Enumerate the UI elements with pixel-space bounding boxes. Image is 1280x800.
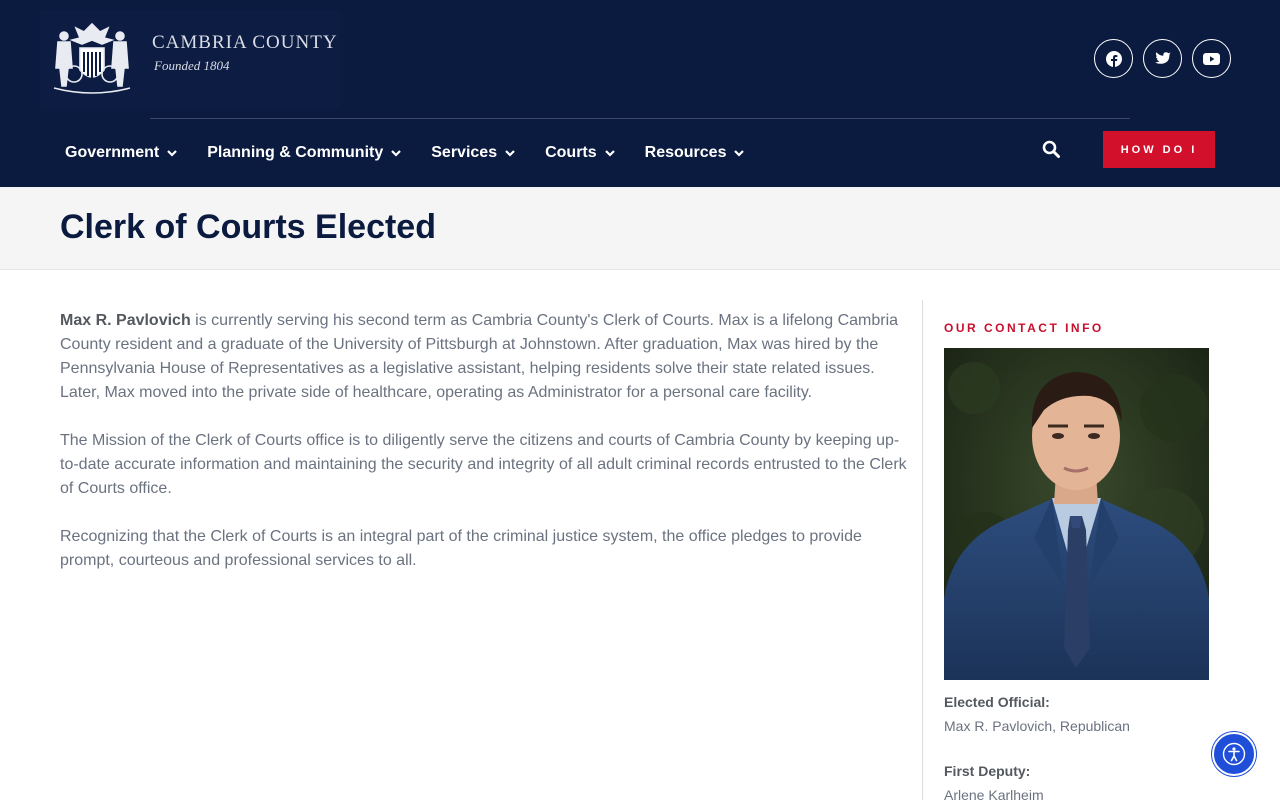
elected-official-value: Max R. Pavlovich, Republican — [944, 718, 1130, 734]
chevron-down-icon — [605, 150, 615, 157]
first-deputy-value: Arlene Karlheim — [944, 787, 1044, 800]
logo-subtitle: Founded 1804 — [154, 58, 230, 73]
nav-item-courts[interactable] — [545, 144, 615, 162]
sidebar-divider — [922, 300, 923, 800]
contact-info-heading: OUR CONTACT INFO — [944, 321, 1104, 335]
accessibility-button[interactable] — [1212, 732, 1256, 776]
intro-text: is currently serving his second term as Cambria County's Clerk of Courts. Max is a lifelong Cambria County resident and a graduate of the University of Pittsburgh at Johnstown. After graduation, Max was hired by the Pennsylvania House of Representatives as a legislative assistant, helping residents solve their state related issues. Later, Max moved into the private side of healthcare, operating as Administrator for a personal care facility. — [60, 312, 899, 401]
logo-name: CAMBRIA COUNTY — [152, 32, 338, 53]
main-nav — [65, 136, 774, 170]
pledge-paragraph: Recognizing that the Clerk of Courts is an integral part of the criminal justice system, the office pledges to provide prompt, courteous and professional services to all. — [60, 528, 862, 569]
official-portrait — [944, 348, 1209, 680]
mission-paragraph: The Mission of the Clerk of Courts office is to diligently serve the citizens and courts of Cambria County by keeping up-to-date accurate information and maintaining the security and integrity of all adult criminal records entrusted to the Clerk of Courts office. — [60, 432, 907, 497]
portrait-image — [944, 348, 1209, 680]
how-do-i-button[interactable]: HOW DO I — [1103, 131, 1215, 168]
nav-label: Resources — [644, 144, 727, 161]
accessibility-icon — [1222, 742, 1246, 766]
nav-item-resources[interactable] — [645, 144, 745, 162]
chevron-down-icon — [391, 150, 401, 157]
search-icon — [1042, 140, 1060, 158]
nav-label: Services — [431, 144, 498, 161]
county-seal-icon — [46, 18, 138, 98]
nav-item-government[interactable] — [65, 144, 177, 162]
first-deputy-label: First Deputy: — [944, 763, 1031, 779]
chevron-down-icon — [167, 150, 177, 157]
elected-official-label: Elected Official: — [944, 694, 1050, 710]
nav-item-services[interactable] — [431, 144, 515, 162]
youtube-link[interactable] — [1192, 39, 1231, 78]
site-logo[interactable] — [40, 10, 340, 108]
site-header — [0, 0, 1280, 187]
nav-label: Planning & Community — [207, 144, 384, 161]
twitter-icon — [1155, 52, 1171, 66]
nav-item-planning-community[interactable] — [207, 144, 401, 162]
facebook-icon — [1106, 51, 1122, 67]
nav-label: Courts — [545, 144, 597, 161]
header-divider — [150, 118, 1130, 119]
official-name: Max R. Pavlovich — [60, 312, 191, 329]
page-title: Clerk of Courts Elected — [60, 208, 436, 246]
page-title-band — [0, 187, 1280, 270]
facebook-link[interactable] — [1094, 39, 1133, 78]
twitter-link[interactable] — [1143, 39, 1182, 78]
chevron-down-icon — [505, 150, 515, 157]
search-button[interactable] — [1042, 140, 1064, 162]
youtube-icon — [1203, 53, 1220, 65]
nav-label: Government — [65, 144, 160, 161]
intro-paragraph — [60, 309, 912, 405]
chevron-down-icon — [734, 150, 744, 157]
main-content — [60, 309, 912, 597]
